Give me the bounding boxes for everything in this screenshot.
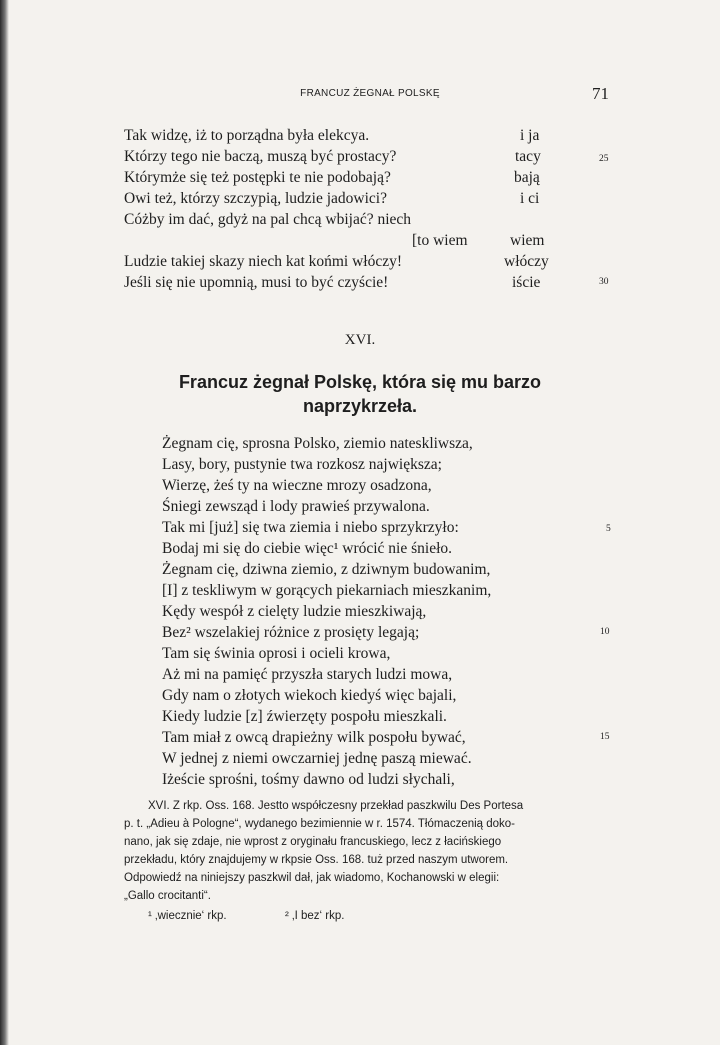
verse-line: Wierzę, żeś ty na wieczne mrozy osadzona, bbox=[162, 477, 432, 494]
line-number: 30 bbox=[599, 277, 609, 287]
poem-title-line: Francuz żegnał Polskę, która się mu barzo bbox=[178, 372, 542, 392]
page-number: 71 bbox=[592, 84, 609, 103]
verse-line: W jednej z niemi owczarniej jednę paszą miewać. bbox=[162, 750, 472, 767]
gloss: iście bbox=[512, 274, 541, 291]
editorial-note-line: XVI. Z rkp. Oss. 168. Jestto współczesny przekład paszkwilu Des Portesa bbox=[148, 800, 524, 812]
gloss: i ja bbox=[520, 127, 540, 144]
page-edge-shadow bbox=[0, 0, 9, 1045]
verse-line: Tak mi [już] się twa ziemia i niebo sprzykrzyło: bbox=[162, 519, 459, 536]
gloss: wiem bbox=[510, 232, 545, 249]
verse-line: Owi też, którzy szczypią, ludzie jadowici? bbox=[124, 190, 387, 207]
verse-line: Cóżby im dać, gdyż na pal chcą wbijać? niech bbox=[124, 211, 412, 228]
gloss: tacy bbox=[515, 148, 541, 165]
verse-line-continuation: [to wiem bbox=[412, 232, 468, 249]
footnote: ¹ ‚wiecznie‘ rkp. bbox=[148, 910, 227, 922]
verse-line: Gdy nam o złotych wiekoch kiedyś więc bajali, bbox=[162, 687, 457, 704]
running-head: FRANCUZ ŻEGNAŁ POLSKĘ bbox=[300, 88, 440, 99]
line-number: 5 bbox=[606, 524, 611, 534]
verse-line: Jeśli się nie upomnią, musi to być czyście! bbox=[124, 274, 389, 291]
verse-line: Tak widzę, iż to porządna była elekcya. bbox=[124, 127, 370, 144]
line-number: 15 bbox=[600, 732, 610, 742]
verse-line: Kiedy ludzie [z] źwierzęty pospołu mieszkali. bbox=[162, 708, 447, 725]
editorial-note-line: „Gallo crocitanti“. bbox=[124, 890, 211, 902]
poem-title-line: naprzykrzeła. bbox=[302, 396, 418, 416]
verse-line: Lasy, bory, pustynie twa rozkosz największa; bbox=[162, 456, 442, 473]
gloss: bają bbox=[514, 169, 540, 186]
line-number: 25 bbox=[599, 154, 609, 164]
editorial-note-line: nano, jak się zdaje, nie wprost z oryginału francuskiego, lecz z łacińskiego bbox=[124, 836, 502, 848]
verse-line: Żegnam cię, sprosna Polsko, ziemio nateskliwsza, bbox=[162, 435, 473, 452]
verse-line: Tam miał z owcą drapieżny wilk pospołu bywać, bbox=[162, 729, 466, 746]
verse-line: Bez² wszelakiej różnice z prosięty legają; bbox=[162, 624, 420, 641]
verse-line: [I] z teskliwym w gorących piekarniach mieszkanim, bbox=[162, 582, 492, 599]
verse-line: Którzy tego nie baczą, muszą być prostacy? bbox=[124, 148, 397, 165]
verse-line: Iżeście sprośni, tośmy dawno od ludzi słychali, bbox=[162, 771, 455, 788]
verse-line: Ludzie takiej skazy niech kat końmi włóczy! bbox=[124, 253, 403, 270]
footnote: ² ‚I bez‘ rkp. bbox=[285, 910, 345, 922]
verse-line: Którymże się też postępki te nie podobają? bbox=[124, 169, 391, 186]
verse-line: Żegnam cię, dziwna ziemio, z dziwnym budowanim, bbox=[162, 561, 491, 578]
gloss: włóczy bbox=[504, 253, 549, 270]
verse-line: Kędy wespół z cielęty ludzie mieszkiwają, bbox=[162, 603, 427, 620]
section-number: XVI. bbox=[344, 332, 376, 348]
line-number: 10 bbox=[600, 627, 610, 637]
poem-title bbox=[130, 370, 590, 418]
verse-line: Tam się świnia oprosi i ocieli krowa, bbox=[162, 645, 391, 662]
gloss: i ci bbox=[520, 190, 540, 207]
verse-line: Bodaj mi się do ciebie więc¹ wrócić nie śnieło. bbox=[162, 540, 453, 557]
editorial-note-line: przekładu, który znajdujemy w rkpsie Oss. 168. tuż przed naszym utworem. bbox=[124, 854, 509, 866]
editorial-note-line: p. t. „Adieu à Pologne“, wydanego bezimiennie w r. 1574. Tłómaczenią doko- bbox=[124, 818, 516, 830]
editorial-note-line: Odpowiedź na niniejszy paszkwil dał, jak wiadomo, Kochanowski w elegii: bbox=[124, 872, 500, 884]
verse-line: Śniegi zewsząd i lody prawieś przywalona. bbox=[162, 498, 430, 515]
verse-line: Aż mi na pamięć przyszła starych ludzi mowa, bbox=[162, 666, 453, 683]
